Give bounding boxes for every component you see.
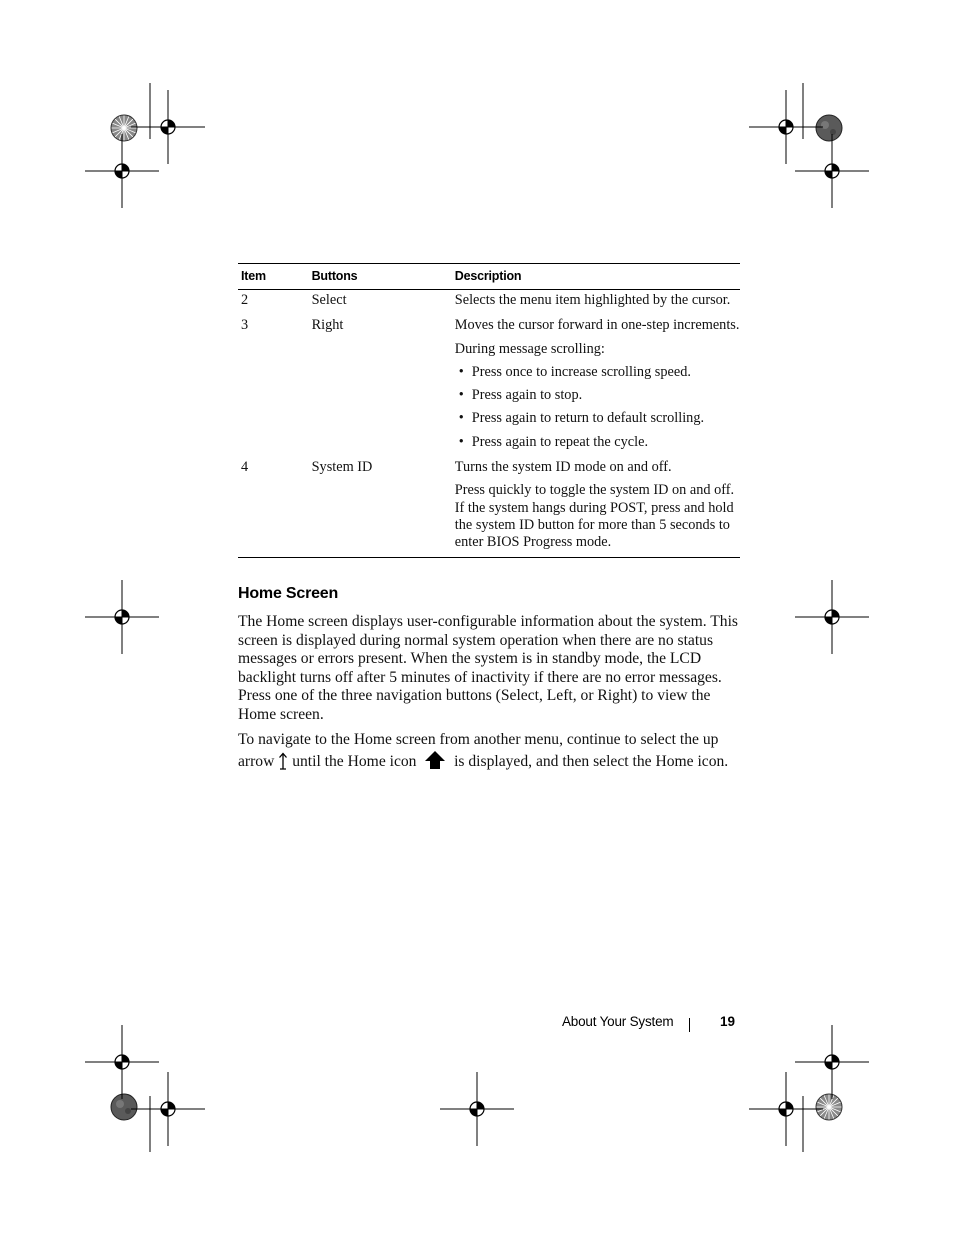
home-icon (424, 750, 446, 776)
list-item: • Press again to return to default scrolling. (455, 410, 740, 427)
page-number: 19 (720, 1014, 736, 1029)
row-item: 3 (241, 317, 249, 334)
table-row (238, 290, 740, 310)
paragraph-text: is displayed, and then select the Home icon. (454, 752, 729, 770)
row-description (455, 290, 740, 310)
bullet-list (455, 364, 740, 451)
navigation-paragraph (238, 731, 743, 775)
row-button: Right (311, 317, 344, 334)
row-item: 4 (238, 451, 312, 557)
buttons-table (238, 263, 740, 558)
home-screen-paragraph: The Home screen displays user-configurable information about the system. This screen is displayed during normal system operation when there are no status messages or errors present. When the system is in standby mode, the LCD backlight turns off after 5 minutes of inactivity if there are no error messages. Press one of the three navigation buttons (Select, Left, or Right) to view the Home screen. (238, 613, 739, 723)
up-arrow-icon (278, 752, 288, 776)
table-header-row (238, 264, 740, 290)
footer-divider (689, 1018, 690, 1032)
description-text: During message scrolling: (454, 340, 605, 357)
paragraph-text: To navigate to the Home screen from another menu, continue to select the up arrow (238, 731, 719, 770)
list-item: • Press again to repeat the cycle. (455, 434, 740, 451)
footer-title: About Your System (562, 1014, 674, 1029)
paragraph-text: until the Home icon (292, 752, 417, 770)
description-text: Selects the menu item highlighted by the cursor. (454, 292, 731, 308)
list-item: • Press once to increase scrolling speed. (455, 364, 740, 381)
header-buttons: Buttons (312, 264, 455, 290)
row-button: System ID (312, 451, 455, 557)
row-description (455, 309, 740, 451)
header-item: Item (238, 264, 312, 290)
row-description (455, 451, 740, 557)
description-text: Moves the cursor forward in one-step increments. (454, 317, 740, 334)
table-row (238, 451, 740, 557)
section-heading: Home Screen (238, 585, 339, 602)
row-button: Select (311, 292, 347, 308)
description-text: Turns the system ID mode on and off. (454, 459, 672, 476)
row-item: 2 (241, 292, 249, 308)
table-row (238, 309, 740, 451)
header-description: Description (455, 264, 740, 290)
list-item: • Press again to stop. (455, 387, 740, 404)
description-text: Press quickly to toggle the system ID on and off. If the system hangs during POST, press and hold the system ID button for more than 5 seconds to enter BIOS Progress mode. (454, 482, 735, 551)
